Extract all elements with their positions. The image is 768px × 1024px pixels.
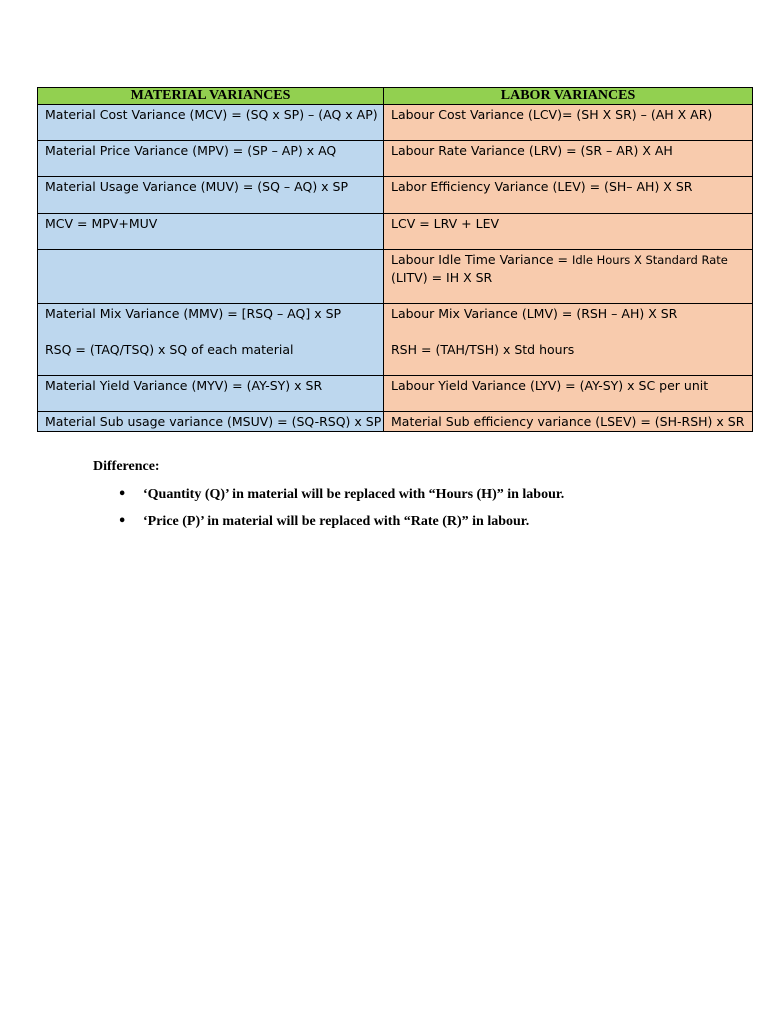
variances-table [37,87,753,432]
material-cell [38,304,384,376]
table-header-row [38,88,753,105]
labour-cost-variance: Labour Cost Variance (LCV)= (SH X SR) – (AH X AR) [391,107,713,122]
bullet-icon: • [118,514,127,529]
table-row [38,177,753,214]
labour-yield-variance: Labour Yield Variance (LYV) = (AY-SY) x SC per unit [391,378,709,393]
bullet-icon: • [118,487,127,502]
material-sub-efficiency-variance: Material Sub efficiency variance (LSEV) = (SH-RSH) x SR [391,414,745,429]
cell-spacer [45,323,377,341]
material-cell [38,177,384,214]
labor-efficiency-variance: Labor Efficiency Variance (LEV) = (SH– AH) X SR [391,179,693,194]
lcv-formula: LCV = LRV + LEV [391,216,500,231]
table-row [38,105,753,141]
table-row [38,376,753,412]
labor-cell [384,376,753,412]
labour-mix-variance: Labour Mix Variance (LMV) = (RSH – AH) X SR [391,306,678,321]
material-cell [38,214,384,250]
labor-cell [384,177,753,214]
material-cell-empty [38,250,384,304]
material-mix-variance: Material Mix Variance (MMV) = [RSQ – AQ] x SP [45,306,342,321]
table-row [38,141,753,177]
difference-quantity-text: ‘Quantity (Q)’ in material will be replaced with “Hours (H)” in labour. [143,487,565,502]
labour-rate-variance: Labour Rate Variance (LRV) = (SR – AR) X AH [391,143,673,158]
material-price-variance: Material Price Variance (MPV) = (SP – AP) x AQ [45,143,337,158]
table-row [38,214,753,250]
list-item [93,512,564,539]
difference-list [93,485,564,539]
idle-time-label: Labour Idle Time Variance = [391,252,572,267]
material-cell [38,376,384,412]
labor-cell [384,250,753,304]
idle-time-formula: Idle Hours X Standard Rate [571,253,728,267]
labor-cell [384,412,753,432]
header-material-variances: MATERIAL VARIANCES [38,88,384,105]
material-cell [38,141,384,177]
rsh-formula: RSH = (TAH/TSH) x Std hours [391,342,575,357]
difference-section [93,457,564,539]
table-row [38,412,753,432]
table-row [38,250,753,304]
labor-cell [384,141,753,177]
material-cost-variance: Material Cost Variance (MCV) = (SQ x SP) – (AQ x AP) [45,107,378,122]
labour-idle-time-variance [391,251,746,269]
material-sub-usage-variance: Material Sub usage variance (MSUV) = (SQ-RSQ) x SP [45,414,382,429]
material-cell [38,105,384,141]
header-labor-variances: LABOR VARIANCES [384,88,753,105]
difference-title: Difference: [93,459,160,474]
material-usage-variance: Material Usage Variance (MUV) = (SQ – AQ) x SP [45,179,349,194]
litv-formula: (LITV) = IH X SR [391,270,493,285]
cell-spacer [391,323,746,341]
material-yield-variance: Material Yield Variance (MYV) = (AY-SY) x SR [45,378,323,393]
difference-price-text: ‘Price (P)’ in material will be replaced with “Rate (R)” in labour. [143,514,530,529]
mcv-formula: MCV = MPV+MUV [45,216,158,231]
labor-cell [384,304,753,376]
table-row [38,304,753,376]
rsq-formula: RSQ = (TAQ/TSQ) x SQ of each material [45,342,294,357]
list-item [93,485,564,512]
labor-cell [384,214,753,250]
material-cell [38,412,384,432]
labor-cell [384,105,753,141]
